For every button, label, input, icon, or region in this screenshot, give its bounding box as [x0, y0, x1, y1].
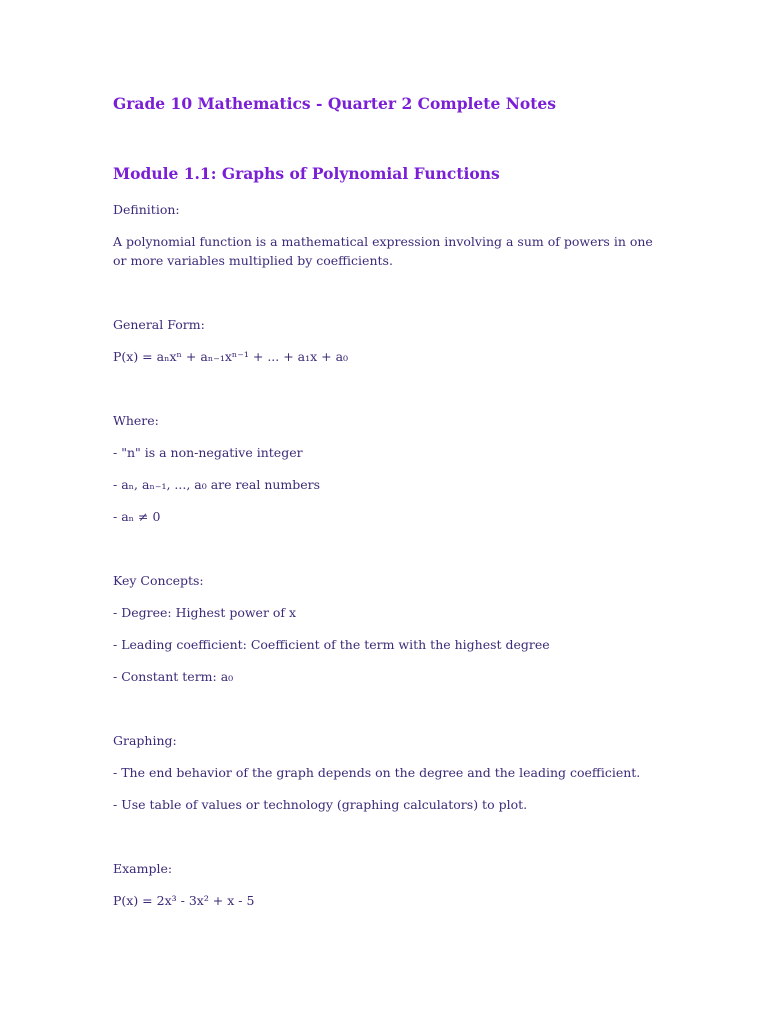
graphing-item-tools: - Use table of values or technology (graphing calculators) to plot. [113, 797, 528, 812]
where-item-n: - "n" is a non-negative integer [113, 445, 303, 460]
where-item-coefficients: - aₙ, aₙ₋₁, ..., a₀ are real numbers [113, 477, 321, 492]
key-concepts-label: Key Concepts: [113, 573, 204, 588]
example-label: Example: [113, 861, 173, 876]
general-form-label: General Form: [113, 317, 205, 332]
general-form-formula: P(x) = aₙxⁿ + aₙ₋₁xⁿ⁻¹ + ... + a₁x + a₀ [113, 349, 349, 364]
definition-label: Definition: [113, 202, 180, 217]
where-item-nonzero: - aₙ ≠ 0 [113, 509, 161, 524]
where-label: Where: [113, 413, 159, 428]
module-heading: Module 1.1: Graphs of Polynomial Functions [113, 164, 500, 183]
definition-text: A polynomial function is a mathematical expression involving a sum of powers in one or more variables multiplied by coefficients. [113, 234, 653, 268]
key-concept-degree: - Degree: Highest power of x [113, 605, 297, 620]
example-formula: P(x) = 2x³ - 3x² + x - 5 [113, 893, 255, 908]
graphing-label: Graphing: [113, 733, 177, 748]
key-concept-leading-coefficient: - Leading coefficient: Coefficient of the term with the highest degree [113, 637, 550, 652]
graphing-item-end-behavior: - The end behavior of the graph depends on the degree and the leading coefficient. [113, 765, 641, 780]
key-concept-constant-term: - Constant term: a₀ [113, 669, 234, 684]
document-title: Grade 10 Mathematics - Quarter 2 Complete Notes [113, 94, 556, 113]
